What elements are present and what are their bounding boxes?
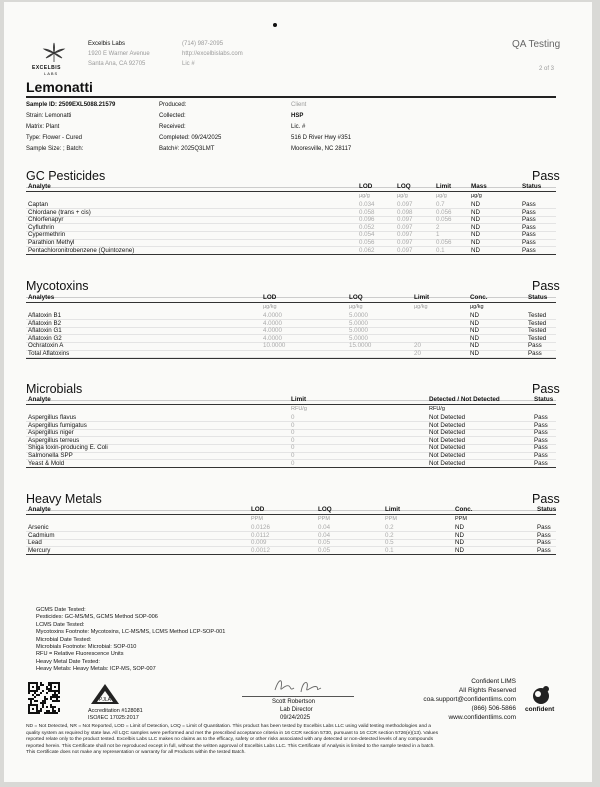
lims-name: Confident LIMS xyxy=(471,678,516,685)
received: Received: xyxy=(159,124,186,130)
metals-cell: 0.05 xyxy=(318,539,331,547)
pesticides-cell: 0.7 xyxy=(436,201,445,208)
signatory-title: Lab Director xyxy=(280,707,313,713)
mycotoxins-header-analytes: Analytes xyxy=(28,294,55,301)
metals-cell: ND xyxy=(455,531,464,539)
pesticides-cell: 0.056 xyxy=(436,216,452,224)
pesticides-cell: 0.098 xyxy=(397,208,413,216)
microbials-cell: 0 xyxy=(291,459,295,467)
metals-cell: 0.0126 xyxy=(251,524,270,531)
microbials-header-analyte: Analyte xyxy=(28,396,51,403)
microbials-cell: Not Detected xyxy=(429,414,466,421)
microbials-analyte: Aspergillus terreus xyxy=(28,436,80,444)
pesticides-cell: ND xyxy=(471,223,480,231)
microbials-cell: 0 xyxy=(291,414,295,421)
pesticides-cell: 0.054 xyxy=(359,231,375,239)
pesticides-cell: 0.097 xyxy=(397,246,413,254)
pesticides-unit: µg/g xyxy=(436,193,447,199)
pesticides-analyte: Chlorfenapyr xyxy=(28,216,64,224)
batch: Batch#: 2025Q3LMT xyxy=(159,146,215,152)
metals-end-rule xyxy=(26,554,556,555)
microbials-header-detected-not-detected: Detected / Not Detected xyxy=(429,396,500,403)
mycotoxins-title: Mycotoxins xyxy=(26,279,89,293)
logo-text: EXCELBIS xyxy=(32,65,62,71)
lab-website: http://excelbislabs.com xyxy=(182,51,243,57)
metals-cell: Pass xyxy=(537,546,551,554)
pesticides-analyte: Cypermethrin xyxy=(28,231,66,239)
metals-header-loq: LOQ xyxy=(318,506,332,513)
mycotoxins-analyte: Aflatoxin B2 xyxy=(28,319,62,327)
metals-unit: PPM xyxy=(385,516,397,522)
mycotoxins-analyte: Aflatoxin G2 xyxy=(28,334,62,342)
microbials-cell: Pass xyxy=(534,444,548,452)
pesticides-cell: 0.097 xyxy=(397,201,413,208)
accreditation-logo-icon xyxy=(89,682,121,706)
method-line: Heavy Metal Date Tested: xyxy=(36,658,100,665)
sample-size: Sample Size: ; Batch: xyxy=(26,146,84,152)
pesticides-cell: ND xyxy=(471,246,480,254)
lab-address-line1: 1920 E Warner Avenue xyxy=(88,51,150,57)
lims-website: www.confidentlims.com xyxy=(448,714,516,721)
mycotoxins-header-limit: Limit xyxy=(414,294,430,301)
metals-title-rule xyxy=(26,510,556,511)
pesticides-analyte: Parathion Methyl xyxy=(28,239,75,246)
pesticides-status: Pass xyxy=(532,169,560,183)
mycotoxins-status: Pass xyxy=(532,279,560,293)
mycotoxins-cell: ND xyxy=(470,334,479,342)
pesticides-header-status: Status xyxy=(522,183,542,190)
metals-analyte: Cadmium xyxy=(28,531,55,539)
microbials-cell: 0 xyxy=(291,436,295,444)
microbials-cell: 0 xyxy=(291,429,295,437)
mycotoxins-cell: 4.0000 xyxy=(263,334,282,342)
microbials-cell: Not Detected xyxy=(429,429,466,437)
metals-cell: ND xyxy=(455,546,464,554)
mycotoxins-cell: Pass xyxy=(528,342,542,350)
disclaimer-line: reported herein. This Certificate shall not be reproduced except in full, without the written approval of Excelbis Labs LLC. This Certificate of Analysis is limited to the sample tested in a batch. xyxy=(26,743,435,749)
qr-code-icon xyxy=(28,682,60,714)
mycotoxins-end-rule xyxy=(26,358,556,359)
client-address2: Mooresville, NC 28117 xyxy=(291,146,352,152)
microbials-status: Pass xyxy=(532,382,560,396)
pesticides-cell: 0.062 xyxy=(359,246,375,254)
mycotoxins-cell: 20 xyxy=(414,342,421,350)
client-license: Lic. # xyxy=(291,124,306,130)
mycotoxins-cell: ND xyxy=(470,327,479,335)
mycotoxins-cell: Tested xyxy=(528,312,547,319)
pesticides-cell: ND xyxy=(471,231,480,239)
disclaimer-line: quality system as required by state law. All LQC samples were performed and met the prescribed acceptance criteria in 16 CCR section 5730, pursuant to 16 CCR section 5726(e)(13). Values xyxy=(26,730,439,736)
pesticides-header-lod: LOD xyxy=(359,183,373,190)
mycotoxins-cell: 5.0000 xyxy=(349,334,368,342)
client-name: HSP xyxy=(291,113,304,119)
microbials-cell: Pass xyxy=(534,452,548,459)
metals-header-limit: Limit xyxy=(385,506,401,513)
microbials-cell: Not Detected xyxy=(429,436,466,444)
metals-row-rule xyxy=(26,539,556,540)
metals-cell: 0.04 xyxy=(318,524,331,531)
metals-header-analyte: Analyte xyxy=(28,506,51,513)
pesticides-unit: µg/g xyxy=(471,193,482,199)
mycotoxins-cell: Tested xyxy=(528,319,547,327)
pesticides-cell: 0.1 xyxy=(436,246,445,254)
signature-rule xyxy=(242,696,354,697)
pesticides-cell: 0.097 xyxy=(397,216,413,224)
microbials-cell: Pass xyxy=(534,436,548,444)
pesticides-end-rule xyxy=(26,254,556,255)
microbials-cell: Pass xyxy=(534,421,548,429)
microbials-analyte: Shiga toxin-producing E. Coli xyxy=(28,444,108,452)
metals-cell: 0.009 xyxy=(251,539,267,547)
mycotoxins-cell: 4.0000 xyxy=(263,327,282,335)
metals-cell: Pass xyxy=(537,539,551,547)
mycotoxins-cell: 15.0000 xyxy=(349,342,372,350)
pesticides-cell: ND xyxy=(471,208,480,216)
collected: Collected: xyxy=(159,113,186,119)
produced: Produced: xyxy=(159,102,187,108)
logo-subtext: LABS xyxy=(44,71,59,76)
lab-address-line2: Santa Ana, CA 92705 xyxy=(88,61,146,67)
metals-header-status: Status xyxy=(537,506,557,513)
pesticides-cell: 0.056 xyxy=(436,239,452,246)
metals-cell: 0.05 xyxy=(318,546,331,554)
mycotoxins-cell: 5.0000 xyxy=(349,319,368,327)
mycotoxins-unit: µg/kg xyxy=(263,304,277,310)
metals-cell: 0.2 xyxy=(385,524,394,531)
microbials-title: Microbials xyxy=(26,382,83,396)
mycotoxins-cell: 20 xyxy=(414,350,421,357)
metals-cell: Pass xyxy=(537,524,551,531)
pesticides-unit: µg/g xyxy=(397,193,408,199)
metals-row-rule xyxy=(26,546,556,547)
strain: Strain: Lemonatti xyxy=(26,113,72,119)
pesticides-cell: Pass xyxy=(522,208,536,216)
method-line: Pesticides: GC-MS/MS, GCMS Method SOP-006 xyxy=(36,614,158,621)
metals-cell: 0.0112 xyxy=(251,531,270,539)
microbials-cell: Pass xyxy=(534,459,548,467)
punch-dot xyxy=(273,23,277,27)
lab-phone: (714) 987-2095 xyxy=(182,41,224,47)
microbials-cell: 0 xyxy=(291,444,295,452)
lab-license: Lic # xyxy=(182,61,195,67)
method-line: GCMS Date Tested: xyxy=(36,607,86,613)
metals-cell: 0.1 xyxy=(385,546,394,554)
pesticides-header-loq: LOQ xyxy=(397,183,411,190)
pesticides-cell: Pass xyxy=(522,216,536,224)
mycotoxins-header-rule xyxy=(26,302,556,303)
pesticides-analyte: Captan xyxy=(28,201,48,208)
metals-cell: Pass xyxy=(537,531,551,539)
mycotoxins-analyte: Aflatoxin G1 xyxy=(28,327,62,335)
sample-id: Sample ID: 2509EXL5088.21579 xyxy=(26,102,116,108)
accreditation-number: Accreditation #128081 xyxy=(88,708,143,714)
pesticides-cell: Pass xyxy=(522,231,536,239)
method-line: Microbials Footnote: Microbial: SOP-010 xyxy=(36,644,137,650)
microbials-analyte: Aspergillus fumigatus xyxy=(28,421,87,429)
signature-icon xyxy=(269,674,329,696)
mycotoxins-cell: 4.0000 xyxy=(263,312,282,319)
pesticides-cell: ND xyxy=(471,216,480,224)
method-line: Heavy Metals: Heavy Metals: ICP-MS, SOP-007 xyxy=(36,666,156,673)
pesticides-cell: 0.052 xyxy=(359,223,375,231)
pesticides-cell: Pass xyxy=(522,246,536,254)
pesticides-cell: 0.056 xyxy=(359,239,375,246)
pesticides-cell: 0.097 xyxy=(397,239,413,246)
product-name: Lemonatti xyxy=(26,79,93,95)
mycotoxins-header-loq: LOQ xyxy=(349,294,363,301)
metals-analyte: Mercury xyxy=(28,546,51,554)
doc-type: QA Testing xyxy=(512,39,561,50)
microbials-cell: Not Detected xyxy=(429,452,466,459)
metals-header-lod: LOD xyxy=(251,506,265,513)
cannabis-leaf-logo-icon xyxy=(42,42,66,64)
pesticides-cell: 0.097 xyxy=(397,231,413,239)
microbials-unit: RFU/g xyxy=(291,406,307,412)
pesticides-cell: 0.034 xyxy=(359,201,375,208)
pesticides-cell: 2 xyxy=(436,223,440,231)
mycotoxins-cell: 5.0000 xyxy=(349,327,368,335)
microbials-analyte: Yeast & Mold xyxy=(28,459,65,467)
pesticides-title: GC Pesticides xyxy=(26,169,106,183)
metals-analyte: Lead xyxy=(28,539,42,547)
mycotoxins-cell: Pass xyxy=(528,350,542,357)
mycotoxins-header-conc-: Conc. xyxy=(470,294,488,301)
pesticides-cell: ND xyxy=(471,201,480,208)
pesticides-cell: 1 xyxy=(436,231,440,239)
confident-logo-text: confident xyxy=(525,706,555,713)
pesticides-cell: Pass xyxy=(522,223,536,231)
metals-status: Pass xyxy=(532,492,560,506)
pesticides-header-analyte: Analyte xyxy=(28,183,51,190)
microbials-cell: Not Detected xyxy=(429,444,466,452)
pesticides-analyte: Cyfluthrin xyxy=(28,223,55,231)
pesticides-cell: 0.097 xyxy=(397,223,413,231)
mycotoxins-header-lod: LOD xyxy=(263,294,277,301)
lab-name: Excelbis Labs xyxy=(88,41,126,47)
pesticides-cell: 0.056 xyxy=(436,208,452,216)
disclaimer-line: This Certificate does not make any representation or warranty for all Products within the tested Batch. xyxy=(26,750,246,756)
metals-row-rule xyxy=(26,531,556,532)
lims-rights: All Rights Reserved xyxy=(458,687,516,694)
microbials-analyte: Salmonella SPP xyxy=(28,452,73,459)
microbials-analyte: Aspergillus flavus xyxy=(28,414,77,421)
microbials-cell: Pass xyxy=(534,429,548,437)
metals-cell: 0.2 xyxy=(385,531,394,539)
pesticides-cell: Pass xyxy=(522,239,536,246)
client-address1: 516 D River Hwy #351 xyxy=(291,135,352,141)
lims-email: coa.support@confidentlims.com xyxy=(423,696,516,703)
pesticides-cell: ND xyxy=(471,239,480,246)
mycotoxins-analyte: Ochratoxin A xyxy=(28,342,64,350)
mycotoxins-analyte: Aflatoxin B1 xyxy=(28,312,62,319)
header-rule xyxy=(26,96,556,98)
metals-cell: ND xyxy=(455,524,464,531)
metals-unit: PPM xyxy=(318,516,330,522)
microbials-cell: 0 xyxy=(291,452,295,459)
metals-title: Heavy Metals xyxy=(26,492,102,506)
pesticides-cell: 0.096 xyxy=(359,216,375,224)
client-label: Client xyxy=(291,102,307,108)
method-line: LCMS Date Tested: xyxy=(36,621,85,628)
microbials-cell: 0 xyxy=(291,421,295,429)
mycotoxins-header-status: Status xyxy=(528,294,548,301)
pesticides-header-limit: Limit xyxy=(436,183,452,190)
method-line: RFU = Relative Fluorescence Units xyxy=(36,651,124,658)
pesticides-analyte: Chlordane (trans + cis) xyxy=(28,208,91,216)
microbials-cell: Not Detected xyxy=(429,421,466,429)
metals-header-conc-: Conc. xyxy=(455,506,473,513)
pesticides-cell: Pass xyxy=(522,201,536,208)
mycotoxins-cell: ND xyxy=(470,319,479,327)
pesticides-header-rule xyxy=(26,191,556,192)
iso-standard: ISO/IEC 17025:2017 xyxy=(88,715,139,721)
metals-unit: PPM xyxy=(455,516,467,522)
mycotoxins-unit: µg/kg xyxy=(349,304,363,310)
coa-page xyxy=(4,2,592,782)
metals-cell: 0.0012 xyxy=(251,546,270,554)
microbials-header-rule xyxy=(26,404,556,405)
mycotoxins-cell: ND xyxy=(470,312,479,319)
microbials-unit: RFU/g xyxy=(429,406,445,412)
mycotoxins-cell: Tested xyxy=(528,327,547,335)
confident-logo-icon xyxy=(529,684,553,706)
pesticides-header-mass: Mass xyxy=(471,183,487,190)
metals-cell: ND xyxy=(455,539,464,547)
metals-header-rule xyxy=(26,514,556,515)
microbials-cell: Pass xyxy=(534,414,548,421)
disclaimer-line: ND = Not Detected, NR = Not Reported, LOD = Limit of Detection, LOQ = Limit of Quantitation. This product has been tested by Excelbis Labs LLC using valid testing methodologies and a xyxy=(26,724,431,729)
signatory-date: 09/24/2025 xyxy=(280,715,311,721)
metals-analyte: Arsenic xyxy=(28,524,49,531)
method-line: Microbial Date Tested: xyxy=(36,636,92,643)
page-number: 2 of 3 xyxy=(539,66,555,72)
completed: Completed: 09/24/2025 xyxy=(159,135,222,141)
microbials-header-limit: Limit xyxy=(291,396,307,403)
mycotoxins-analyte: Total Aflatoxins xyxy=(28,350,70,357)
svg-text:PJLA: PJLA xyxy=(99,697,111,703)
pesticides-analyte: Pentachloronitrobenzene (Quintozene) xyxy=(28,246,135,254)
method-line: Mycotoxins Footnote: Mycotoxins, LC-MS/MS, LCMS Method LCP-SOP-001 xyxy=(36,629,226,636)
mycotoxins-unit: µg/kg xyxy=(470,304,484,310)
mycotoxins-cell: ND xyxy=(470,342,479,350)
pesticides-unit: µg/g xyxy=(359,193,370,199)
metals-cell: 0.04 xyxy=(318,531,331,539)
mycotoxins-cell: Tested xyxy=(528,334,547,342)
mycotoxins-cell: 5.0000 xyxy=(349,312,368,319)
microbials-end-rule xyxy=(26,467,556,468)
microbials-cell: Not Detected xyxy=(429,459,466,467)
disclaimer-line: reported relate only to the product tested. Excelbis Labs LLC makes no claims as to the efficacy, safety or other risks associated with any detected or non-detected levels of any compounds xyxy=(26,737,434,743)
metals-unit: PPM xyxy=(251,516,263,522)
type: Type: Flower - Cured xyxy=(26,135,83,141)
microbials-header-status: Status xyxy=(534,396,554,403)
microbials-analyte: Aspergillus niger xyxy=(28,429,74,437)
mycotoxins-cell: 10.0000 xyxy=(263,342,286,350)
mycotoxins-unit: µg/kg xyxy=(414,304,428,310)
mycotoxins-cell: ND xyxy=(470,350,479,357)
mycotoxins-cell: 4.0000 xyxy=(263,319,282,327)
matrix: Matrix: Plant xyxy=(26,124,60,130)
pesticides-cell: 0.058 xyxy=(359,208,375,216)
lims-phone: (866) 506-5866 xyxy=(471,705,516,712)
metals-cell: 0.5 xyxy=(385,539,394,547)
signatory-name: Scott Robertson xyxy=(272,699,316,705)
